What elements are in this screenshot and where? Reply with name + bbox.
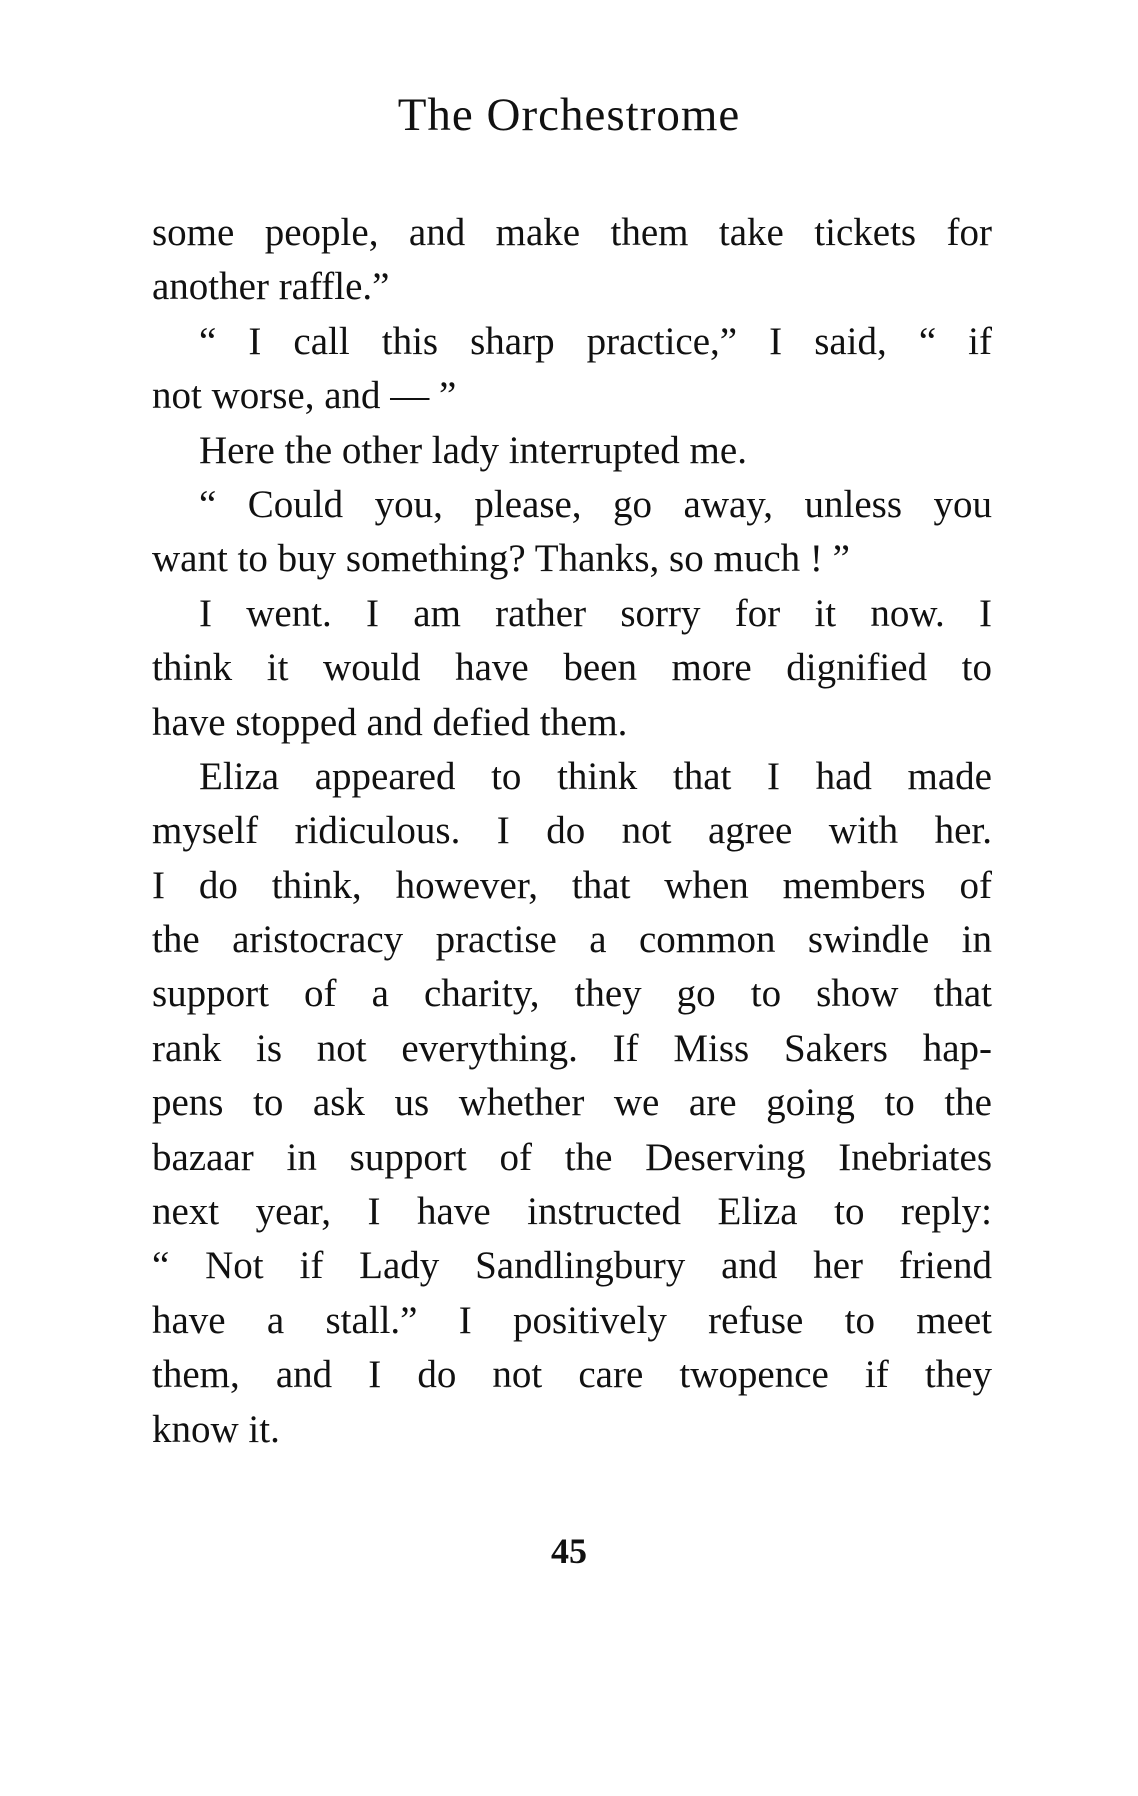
text-line: think it would have been more dignified to — [152, 646, 992, 690]
text-line: Here the other lady interrupted me. — [199, 428, 747, 472]
running-head: The Orchestrome — [397, 89, 741, 141]
text-line: not worse, and — ” — [152, 374, 457, 418]
page-number: 45 — [551, 1531, 587, 1571]
text-line: I do think, however, that when members of — [152, 863, 992, 907]
text-line: them, and I do not care twopence if they — [152, 1353, 992, 1397]
text-line: next year, I have instructed Eliza to reply: — [152, 1190, 992, 1234]
text-line: know it. — [152, 1407, 280, 1451]
text-line: another raffle.” — [152, 265, 390, 309]
text-line: Eliza appeared to think that I had made — [199, 754, 992, 798]
text-line: myself ridiculous. I do not agree with her. — [152, 809, 992, 853]
body-text — [152, 206, 992, 1457]
text-line: want to buy something? Thanks, so much ! ” — [152, 537, 850, 581]
text-line: the aristocracy practise a common swindle in — [152, 918, 992, 962]
text-line: have stopped and defied them. — [152, 700, 628, 744]
text-line: rank is not everything. If Miss Sakers hap- — [152, 1026, 992, 1070]
text-line: some people, and make them take tickets for — [152, 211, 992, 254]
text-line: “ Not if Lady Sandlingbury and her friend — [152, 1244, 992, 1288]
text-line: I went. I am rather sorry for it now. I — [199, 591, 992, 635]
text-line: “ I call this sharp practice,” I said, “ if — [199, 319, 992, 363]
text-line: have a stall.” I positively refuse to meet — [152, 1298, 992, 1342]
text-line: “ Could you, please, go away, unless you — [199, 482, 992, 526]
text-line: support of a charity, they go to show that — [152, 972, 992, 1016]
text-line: bazaar in support of the Deserving Inebriates — [152, 1135, 992, 1179]
text-line: pens to ask us whether we are going to the — [152, 1081, 992, 1125]
